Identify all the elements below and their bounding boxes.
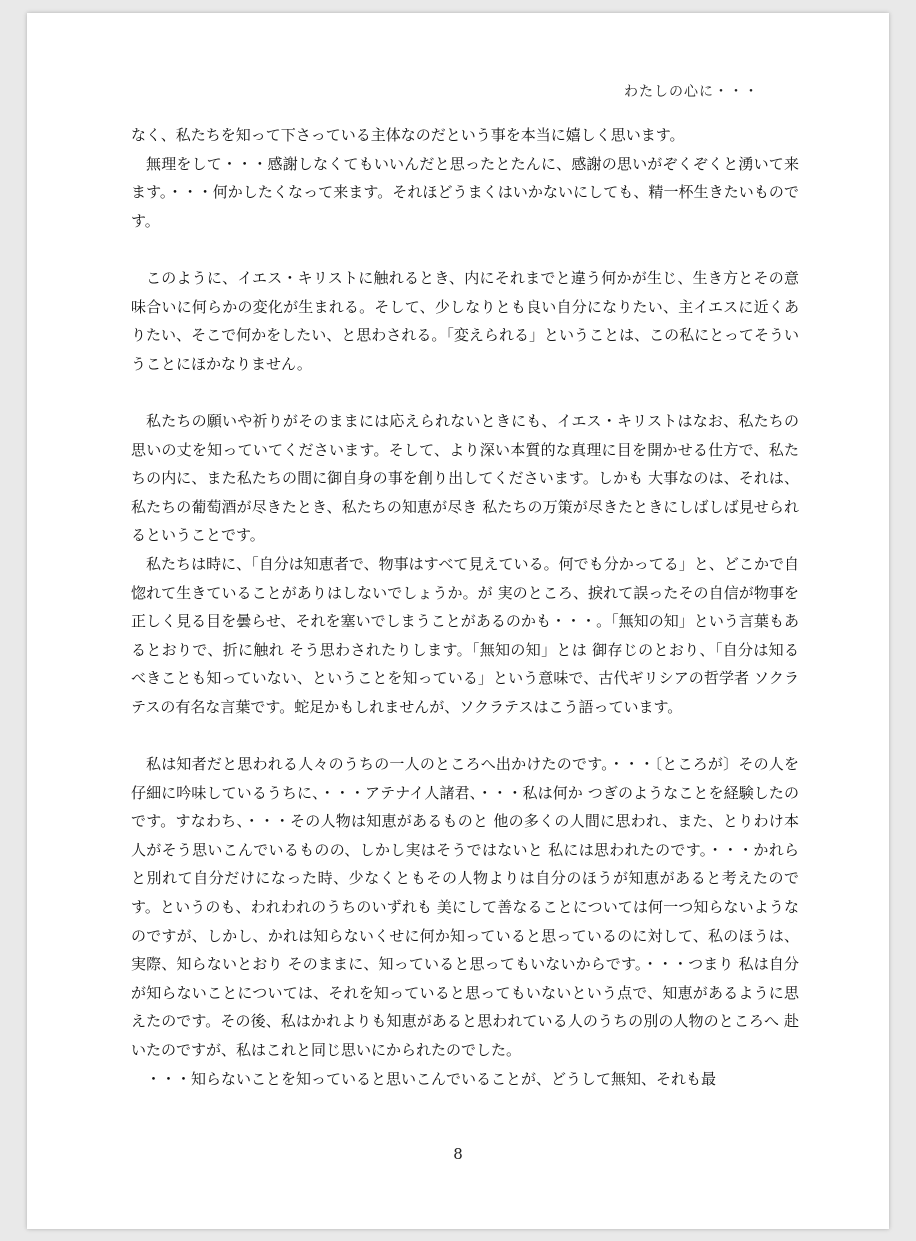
document-page [27, 13, 889, 1229]
quotation-paragraph: ・・・知らないことを知っていると思いこんでいることが、どうして無知、それも最 [146, 1069, 717, 1088]
running-header: わたしの心に・・・ [624, 84, 759, 100]
paragraph: 無理をして・・・感謝しなくてもいいんだと思ったとたんに、感謝の思いがぞくぞくと湧いて来ます。・・・何かしたくなって来ます。それほどうまくはいかないにしても、精一杯生きたいものです。 [131, 154, 799, 230]
page-number: 8 [453, 1145, 463, 1163]
page-body [131, 121, 799, 1093]
quotation-paragraph: 私は知者だと思われる人々のうちの一人のところへ出かけたのです。・・・〔ところが〕その人を仔細に吟味しているうちに、・・・アテナイ人諸君、・・・私は何か つぎのようなことを経験したのです。すなわち、・・・その人物は知恵があるものと 他の多くの人間に思われ、また、とりわけ本人がそう思いこんでいるものの、しかし実はそうではないと 私には思われたのです。・・・かれらと別れて自分だけになった時、少なくともその人物よりは自分のほうが知恵があると考えたのです。というのも、われわれのうちのいずれも 美にして善なることについては何一つ知らないようなのですが、しかし、かれは知らないくせに何か知っていると思っているのに対して、私のほうは、実際、知らないとおり そのままに、知っていると思ってもいないからです。・・・つまり 私は自分が知らないことについては、それを知っていると思ってもいないという点で、知恵があるように思えたのです。その後、私はかれよりも知恵があると思われている人のうちの別の人物のところへ 赴 いたのですが、私はこれと同じ思いにかられたのでした。 [131, 755, 799, 1059]
paragraph: 私たちの願いや祈りがそのままには応えられないときにも、イエス・キリストはなお、私たちの思いの丈を知っていてくださいます。そして、より深い本質的な真理に目を開かせる仕方で、私たちの内に、また私たちの間に御自身の事を創り出してくださいます。しかも 大事なのは、それは、私たちの葡萄酒が尽きたとき、私たちの知恵が尽き 私たちの万策が尽きたときにしばしば見せられるということです。 [131, 411, 799, 545]
paragraph: 私たちは時に、「自分は知恵者で、物事はすべて見えている。何でも分かってる」と、どこかで自惚れて生きていることがありはしないでしょうか。が 実のところ、捩れて誤ったその自信が物事を正しく見る目を曇らせ、それを塞いでしまうことがあるのかも・・・。「無知の知」という言葉もあるとおりで、折に触れ そう思わされたりします。「無知の知」とは 御存じのとおり、「自分は知るべきことも知っていない、ということを知っている」という意味で、古代ギリシアの哲学者 ソクラテスの有名な言葉です。蛇足かもしれませんが、ソクラテスはこう語っています。 [131, 554, 799, 716]
paragraph-gap [131, 378, 799, 407]
paragraph: なく、私たちを知って下さっている主体なのだという事を本当に嬉しく思います。 [131, 126, 685, 144]
paragraph-gap [131, 721, 799, 750]
paragraph: このように、イエス・キリストに触れるとき、内にそれまでと違う何かが生じ、生き方とその意味合いに何らかの変化が生まれる。そして、少しなりとも良い自分になりたい、主イエスに近くありたい、そこで何かをしたい、と思わされる。「変えられる」ということは、この私にとってそういうことにほかなりません。 [131, 268, 799, 373]
paragraph-gap [131, 235, 799, 264]
